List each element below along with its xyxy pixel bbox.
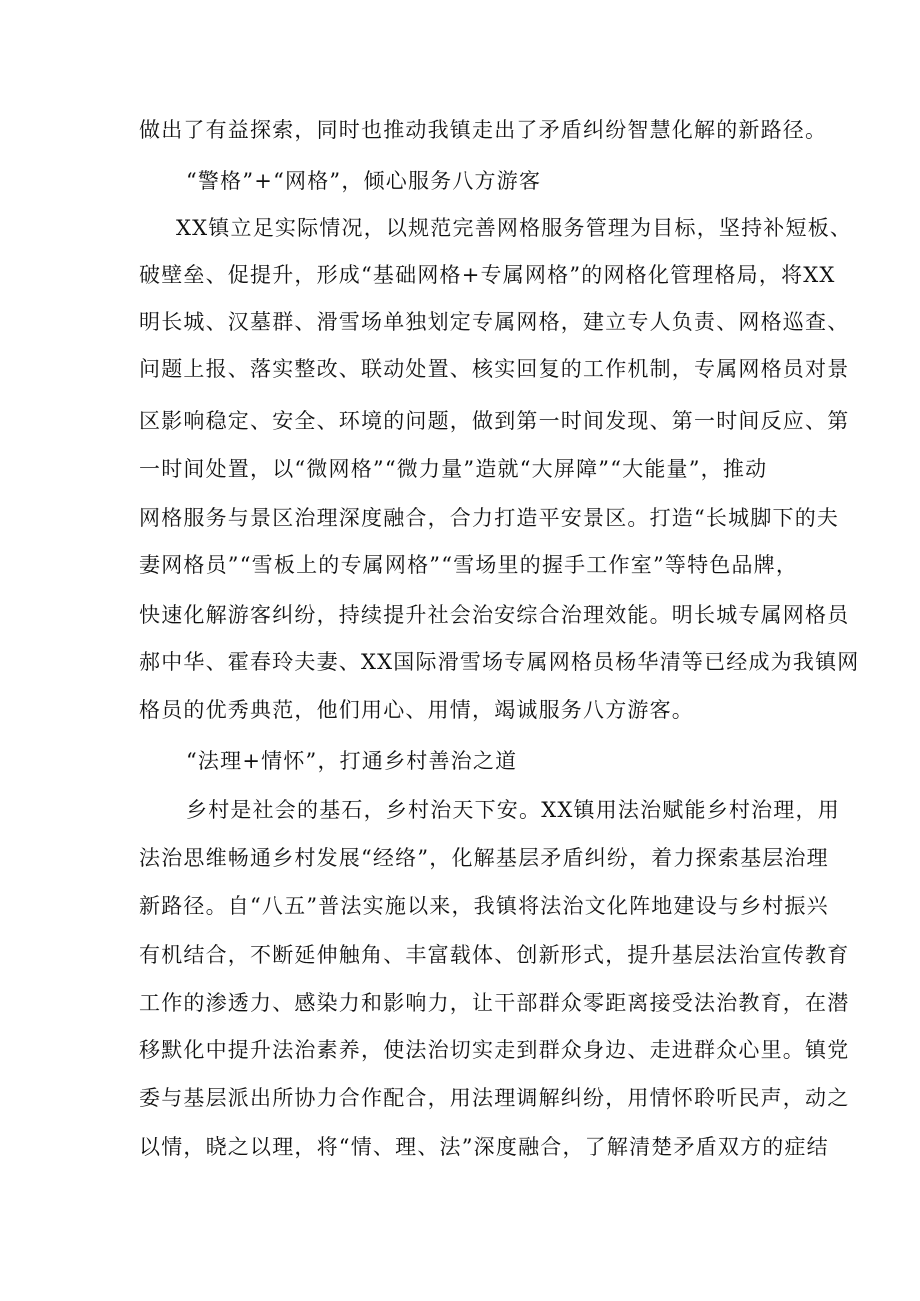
text-line: 以情，晓之以理，将“情、理、法”深度融合，了解清楚矛盾双方的症结 — [139, 1135, 829, 1159]
section-heading: “警格”+“网格”，倾心服务八方游客 — [186, 169, 542, 193]
text-line: 格员的优秀典范，他们用心、用情，竭诚服务八方游客。 — [139, 698, 694, 722]
text-line: 新路径。自“八五”普法实施以来，我镇将法治文化阵地建设与乡村振兴 — [139, 894, 829, 918]
text-line: 问题上报、落实整改、联动处置、核实回复的工作机制，专属网格员对景 — [139, 357, 850, 381]
section-heading: “法理+情怀”，打通乡村善治之道 — [186, 749, 518, 773]
text-line: 做出了有益探索，同时也推动我镇走出了矛盾纠纷智慧化解的新路径。 — [139, 118, 828, 142]
text-line: 妻网格员”“雪板上的专属网格”“雪场里的握手工作室”等特色品牌， — [139, 553, 799, 577]
text-line: 网格服务与景区治理深度融合，合力打造平安景区。打造“长城脚下的夫 — [139, 506, 840, 530]
text-line: 快速化解游客纠纷，持续提升社会治安综合治理效能。明长城专属网格员 — [139, 603, 850, 627]
text-line: 郝中华、霍春玲夫妻、XX国际滑雪场专属网格员杨华清等已经成为我镇网 — [139, 650, 860, 674]
text-line: 有机结合，不断延伸触角、丰富载体、创新形式，提升基层法治宣传教育 — [139, 943, 850, 967]
text-line: 破壁垒、促提升，形成“基础网格+专属网格”的网格化管理格局，将XX — [139, 263, 836, 287]
text-line: 委与基层派出所协力合作配合，用法理调解纠纷，用情怀聆听民声，动之 — [139, 1086, 850, 1110]
text-line: 一时间处置，以“微网格”“微力量”造就“大屏障”“大能量”，推动 — [139, 457, 768, 481]
text-line: 明长城、汉墓群、滑雪场单独划定专属网格，建立专人负责、网格巡查、 — [139, 310, 850, 334]
text-line: 法治思维畅通乡村发展“经络”，化解基层矛盾纠纷，着力探索基层治理 — [139, 846, 829, 870]
text-line: 移默化中提升法治素养，使法治切实走到群众身边、走进群众心里。镇党 — [139, 1038, 850, 1062]
text-line: XX镇立足实际情况，以规范完善网格服务管理为目标，坚持补短板、 — [176, 216, 853, 240]
text-line: 乡村是社会的基石，乡村治天下安。XX镇用法治赋能乡村治理，用 — [186, 798, 840, 822]
text-line: 工作的渗透力、感染力和影响力，让干部群众零距离接受法治教育，在潜 — [139, 991, 850, 1015]
text-line: 区影响稳定、安全、环境的问题，做到第一时间发现、第一时间反应、第 — [139, 409, 850, 433]
